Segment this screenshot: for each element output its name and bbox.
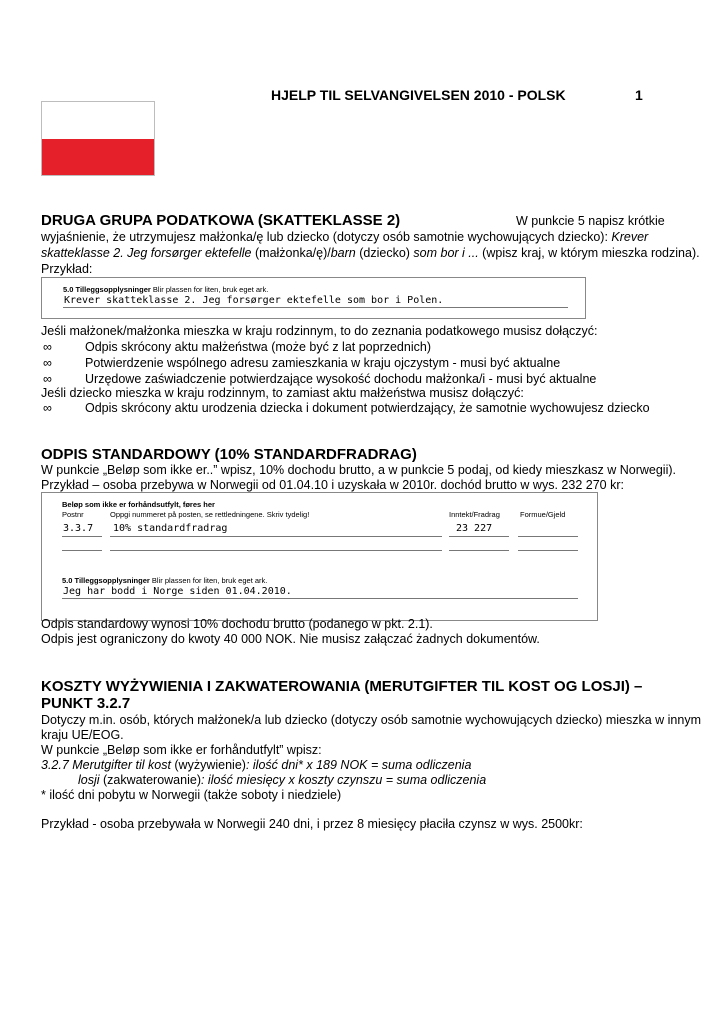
section3-line5-b: (zakwaterowanie) [99,773,201,787]
section3-line4 [41,758,471,774]
polish-flag-image [41,101,155,176]
section1-line3-e: som bor i ... [413,246,479,260]
section3-line2: kraju UE/EOG. [41,728,124,742]
column-formue: Formue/Gjeld [520,510,566,519]
form-label [63,285,268,294]
section1-line3-a: skatteklasse 2. Jeg forsørger ektefelle [41,246,252,260]
extra-value: Jeg har bodd i Norge siden 01.04.2010. [63,586,292,597]
section3-heading-line2: PUNKT 3.2.7 [41,695,131,712]
field-line [449,536,509,537]
column-description: Oppgi nummeret på posten, se rettledningene. Skriv tydelig! [110,510,310,519]
field-line [62,536,102,537]
section3-line6: * ilość dni pobytu w Norwegii (także soboty i niedziele) [41,788,342,802]
section1-line3-c: barn [330,246,356,260]
field-line [110,550,442,551]
flag-white-stripe [42,102,154,139]
section2-line2: Przykład – osoba przebywa w Norwegii od 01.04.10 i uzyskała w 2010r. dochód brutto w wys. 232 270 kr: [41,478,624,492]
bullet-item: Urzędowe zaświadczenie potwierdzające wysokość dochodu małżonka/i - musi być aktualne [85,372,597,386]
section3-line5 [78,773,486,789]
bullet-symbol: ∞ [43,401,52,415]
section1-line3-d: (dziecko) [355,246,414,260]
section1-line3-b: (małżonka/ę)/ [251,246,331,260]
section3-line3: W punkcie „Beløp som ikke er forhåndutfylt” wpisz: [41,743,322,757]
row-postnr: 3.3.7 [63,523,94,534]
section3-line4-c: : ilość dni* x 189 NOK = suma odliczenia [245,758,472,772]
page-number: 1 [635,87,643,103]
section3-line1: Dotyczy m.in. osób, których małżonek/a lub dziecko (dotyczy osób samotnie wychowujących dziecko) mieszka w innym [41,713,701,727]
bullet-item: Odpis skrócony aktu urodzenia dziecka i dokument potwierdzający, że samotnie wychowujesz dziecko [85,401,650,415]
bullet-symbol: ∞ [43,372,52,386]
extra-underline [62,598,578,599]
row-amount: 23 227 [456,523,493,534]
form-underline [63,307,568,308]
section2-heading: ODPIS STANDARDOWY (10% STANDARDFRADRAG) [41,446,417,463]
section2-note1: Odpis standardowy wynosi 10% dochodu brutto (podanego w pkt. 2.1). [41,617,433,631]
section1-child-line: Jeśli dziecko mieszka w kraju rodzinnym, to zamiast aktu małżeństwa musisz dołączyć: [41,386,524,400]
section3-line5-c: : ilość miesięcy x koszty czynszu = suma odliczenia [200,773,487,787]
form-label-bold: 5.0 Tilleggsopplysninger [63,285,151,294]
extra-label-rest: Blir plassen for liten, bruk eget ark. [149,576,268,585]
field-line [518,550,578,551]
section1-line2 [41,230,648,246]
section2-line1: W punkcie „Beløp som ikke er..” wpisz, 10% dochodu brutto, a w punkcie 5 podaj, od kiedy mieszkasz w Norwegii). [41,463,676,477]
bullet-symbol: ∞ [43,340,52,354]
section3-line4-a: 3.2.7 Merutgifter til kost [41,758,171,772]
form-title: Beløp som ikke er forhåndsutfylt, føres her [62,500,215,509]
section1-after: Jeśli małżonek/małżonka mieszka w kraju rodzinnym, to do zeznania podatkowego musisz dołączyć: [41,324,598,338]
section3-line7: Przykład - osoba przebywała w Norwegii 240 dni, i przez 8 miesięcy płaciła czynsz w wys. 2500kr: [41,817,583,831]
field-line [62,550,102,551]
form-value: Krever skatteklasse 2. Jeg forsørger ektefelle som bor i Polen. [64,295,444,306]
document-title: HJELP TIL SELVANGIVELSEN 2010 - POLSK [271,87,566,103]
section1-heading: DRUGA GRUPA PODATKOWA (SKATTEKLASSE 2) [41,212,401,229]
row-description: 10% standardfradrag [113,523,228,534]
field-line [449,550,509,551]
flag-red-stripe [42,139,154,175]
section1-line3-f: (wpisz kraj, w którym mieszka rodzina). [478,246,700,260]
section1-line3 [41,246,700,262]
extra-label [62,576,267,585]
section3-line4-b: (wyżywienie) [170,758,246,772]
section3-heading-line1: KOSZTY WYŻYWIENIA I ZAKWATEROWANIA (MERUTGIFTER TIL KOST OG LOSJI) – [41,678,643,695]
section1-line2-italic: Krever [611,230,649,244]
field-line [110,536,442,537]
section1-example-label: Przykład: [41,262,93,276]
extra-label-bold: 5.0 Tilleggsopplysninger [62,576,150,585]
section2-note2: Odpis jest ograniczony do kwoty 40 000 NOK. Nie musisz załączać żadnych dokumentów. [41,632,540,646]
section1-lead: W punkcie 5 napisz krótkie [516,214,665,228]
section1-line2-text: wyjaśnienie, że utrzymujesz małżonka/ę lub dziecko (dotyczy osób samotnie wychowujących dziecko): [41,230,612,244]
bullet-item: Potwierdzenie wspólnego adresu zamieszkania w kraju ojczystym - musi być aktualne [85,356,561,370]
column-postnr: Postnr [62,510,84,519]
form-label-rest: Blir plassen for liten, bruk eget ark. [150,285,269,294]
field-line [518,536,578,537]
section3-line5-a: losji [78,773,100,787]
bullet-item: Odpis skrócony aktu małżeństwa (może być z lat poprzednich) [85,340,431,354]
bullet-symbol: ∞ [43,356,52,370]
column-inntekt: Inntekt/Fradrag [449,510,500,519]
